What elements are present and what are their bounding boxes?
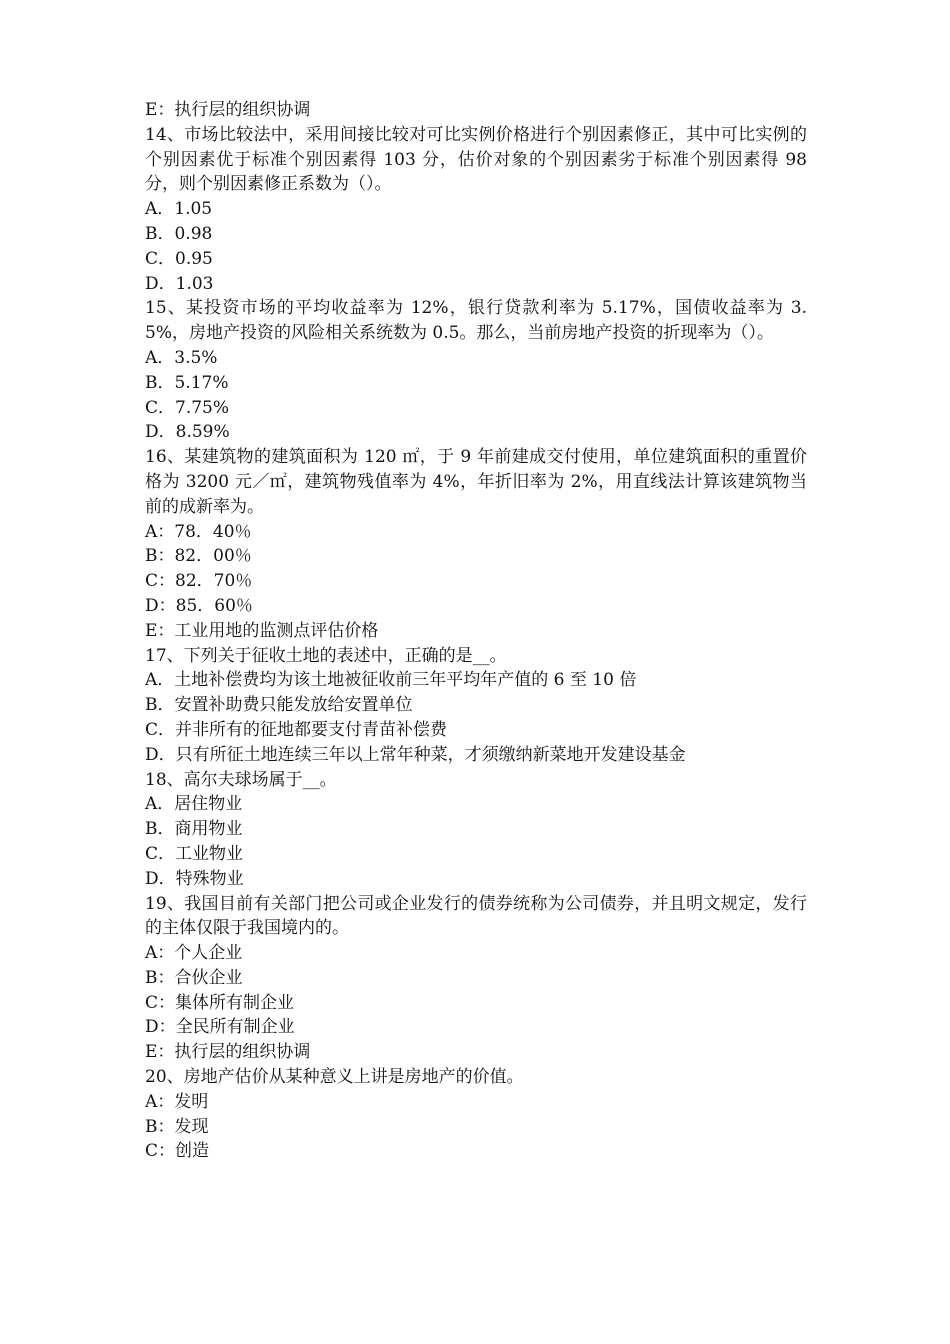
q20-option-a: A：发明	[145, 1091, 209, 1112]
q16-option-c: C：82．70％	[145, 571, 253, 592]
q18-option-d: D．特殊物业	[145, 868, 244, 889]
q19-option-a: A：个人企业	[145, 943, 243, 964]
q16-option-e: E：工业用地的监测点评估价格	[145, 620, 379, 641]
q17-option-c: C．并非所有的征地都要支付青苗补偿费	[145, 719, 448, 740]
q19-option-d: D：全民所有制企业	[145, 1017, 295, 1038]
question-17: 17、下列关于征收土地的表述中，正确的是__。	[145, 645, 507, 666]
q17-option-d: D．只有所征土地连续三年以上常年种菜，才须缴纳新菜地开发建设基金	[145, 744, 686, 765]
question-15: 15、某投资市场的平均收益率为 12%，银行贷款利率为 5.17%，国债收益率为 3.5%，房地产投资的风险相关系统数为 0.5。那么，当前房地产投资的折现率为（）。	[145, 298, 807, 344]
question-14: 14、市场比较法中，采用间接比较对可比实例价格进行个别因素修正，其中可比实例的个别因素优于标准个别因素得 103 分，估价对象的个别因素劣于标准个别因素得 98 分，则个别因素修正系数为（）。	[145, 124, 807, 195]
q17-option-a: A．土地补偿费均为该土地被征收前三年平均年产值的 6 至 10 倍	[145, 670, 637, 691]
q18-option-c: C．工业物业	[145, 843, 244, 864]
document-body	[145, 98, 807, 1164]
q18-option-b: B．商用物业	[145, 819, 243, 840]
option-e-prev: E：执行层的组织协调	[145, 100, 311, 120]
question-19: 19、我国目前有关部门把公司或企业发行的债券统称为公司债券，并且明文规定，发行的主体仅限于我国境内的。	[145, 893, 807, 939]
q19-option-c: C：集体所有制企业	[145, 992, 295, 1013]
question-16: 16、某建筑物的建筑面积为 120 ㎡，于 9 年前建成交付使用，单位建筑面积的重置价格为 3200 元／㎡，建筑物残值率为 4%，年折旧率为 2%，用直线法计算该建筑物当前的成新率为。	[145, 447, 807, 517]
q17-option-b: B．安置补助费只能发放给安置单位	[145, 695, 413, 716]
q16-option-a: A：78．40％	[145, 521, 252, 542]
q14-option-c: C．0.95	[145, 248, 213, 269]
q14-option-b: B．0.98	[145, 223, 213, 244]
q15-option-d: D．8.59%	[145, 422, 230, 443]
q18-option-a: A．居住物业	[145, 794, 243, 815]
q15-option-b: B．5.17%	[145, 372, 229, 393]
q20-option-c: C：创造	[145, 1141, 210, 1162]
q19-option-b: B：合伙企业	[145, 967, 243, 988]
q15-option-a: A．3.5%	[145, 347, 218, 368]
q16-option-d: D：85．60％	[145, 595, 253, 616]
question-18: 18、高尔夫球场属于__。	[145, 769, 337, 790]
q15-option-c: C．7.75%	[145, 397, 230, 418]
q20-option-b: B：发现	[145, 1116, 209, 1137]
q16-option-b: B：82．00％	[145, 546, 252, 567]
question-20: 20、房地产估价从某种意义上讲是房地产的价值。	[145, 1067, 524, 1088]
q14-option-d: D．1.03	[145, 273, 214, 294]
q19-option-e: E：执行层的组织协调	[145, 1042, 311, 1063]
q14-option-a: A．1.05	[145, 199, 213, 220]
